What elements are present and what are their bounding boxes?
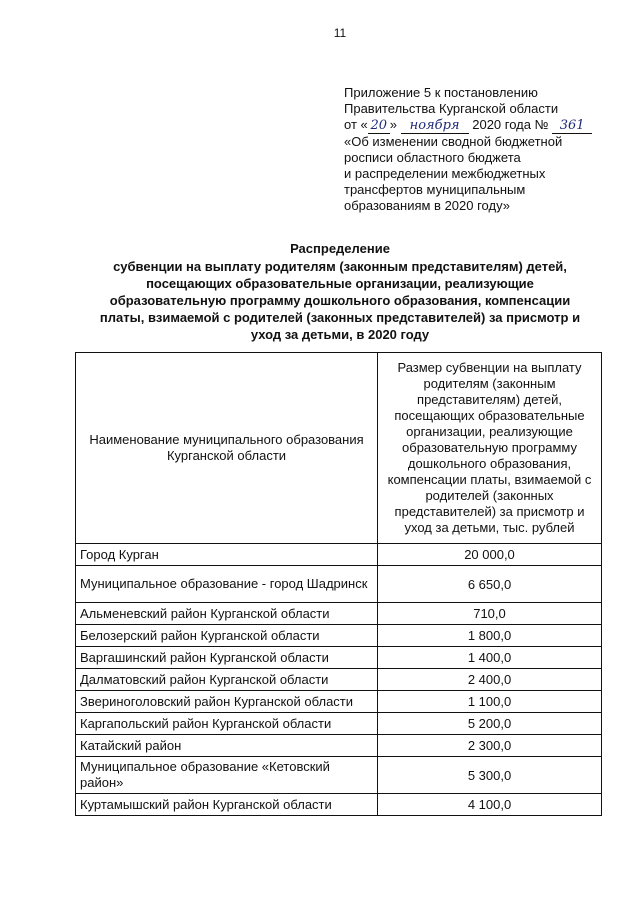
title-line-2: посещающих образовательные организации, реализующие <box>146 276 534 291</box>
appendix-line-2: Правительства Курганской области <box>344 101 559 116</box>
row-name: Муниципальное образование - город Шадринск <box>76 566 378 603</box>
table-row <box>76 691 602 713</box>
row-value: 1 400,0 <box>378 647 602 669</box>
table-row <box>76 566 602 603</box>
row-value: 20 000,0 <box>378 544 602 566</box>
page-number: 11 <box>333 26 347 40</box>
title-line-3: образовательную программу дошкольного образования, компенсации <box>109 293 571 308</box>
row-name: Альменевский район Курганской области <box>76 603 378 625</box>
row-name: Муниципальное образование «Кетовский район» <box>76 757 378 794</box>
appendix-date-line <box>344 117 634 134</box>
header-name: Наименование муниципального образования Курганской области <box>76 353 378 544</box>
table-header-row <box>76 353 602 544</box>
appendix-block <box>344 85 634 214</box>
row-name: Катайский район <box>76 735 378 757</box>
handwritten-number: 361 <box>552 119 592 134</box>
table-row <box>76 647 602 669</box>
row-name: Белозерский район Курганской области <box>76 625 378 647</box>
table-row <box>76 544 602 566</box>
table-row <box>76 757 602 794</box>
row-name: Город Курган <box>76 544 378 566</box>
row-name: Варгашинский район Курганской области <box>76 647 378 669</box>
row-name: Звериноголовский район Курганской области <box>76 691 378 713</box>
year-text: 2020 года № <box>472 117 549 132</box>
date-prefix: от « <box>344 117 368 132</box>
handwritten-month: ноября <box>401 119 469 134</box>
subvention-table <box>75 352 602 816</box>
table-row <box>76 794 602 816</box>
row-value: 5 200,0 <box>378 713 602 735</box>
appendix-line-5: росписи областного бюджета <box>344 150 521 165</box>
appendix-line-6: и распределении межбюджетных <box>344 166 546 181</box>
date-mid: » <box>389 117 397 132</box>
title-line-1: субвенции на выплату родителям (законным представителям) детей, <box>113 259 567 274</box>
row-value: 4 100,0 <box>378 794 602 816</box>
row-value: 1 100,0 <box>378 691 602 713</box>
table-row <box>76 625 602 647</box>
row-value: 5 300,0 <box>378 757 602 794</box>
row-name: Далматовский район Курганской области <box>76 669 378 691</box>
row-value: 6 650,0 <box>378 566 602 603</box>
row-name: Каргапольский район Курганской области <box>76 713 378 735</box>
row-name: Куртамышский район Курганской области <box>76 794 378 816</box>
appendix-line-4: «Об изменении сводной бюджетной <box>344 134 563 149</box>
title-line-5: уход за детьми, в 2020 году <box>250 327 430 342</box>
document-title <box>60 240 620 343</box>
table-row <box>76 713 602 735</box>
table-row <box>76 603 602 625</box>
row-value: 2 300,0 <box>378 735 602 757</box>
title-line-4: платы, взимаемой с родителей (законных представителей) за присмотр и <box>99 310 581 325</box>
appendix-line-7: трансфертов муниципальным <box>344 182 526 197</box>
appendix-line-1: Приложение 5 к постановлению <box>344 85 538 100</box>
title-heading: Распределение <box>290 241 390 256</box>
header-value: Размер субвенции на выплату родителям (законным представителям) детей, посещающих образовательные организации, реализующие образовательную программу дошкольного образования, компенсации платы, взимаемой с родителей (законных представителей) за присмотр и уход за детьми, тыс. рублей <box>378 353 602 544</box>
handwritten-day: 20 <box>368 119 390 134</box>
table-row <box>76 735 602 757</box>
table-row <box>76 669 602 691</box>
appendix-line-8: образованиям в 2020 году» <box>344 198 510 213</box>
row-value: 710,0 <box>378 603 602 625</box>
row-value: 1 800,0 <box>378 625 602 647</box>
row-value: 2 400,0 <box>378 669 602 691</box>
